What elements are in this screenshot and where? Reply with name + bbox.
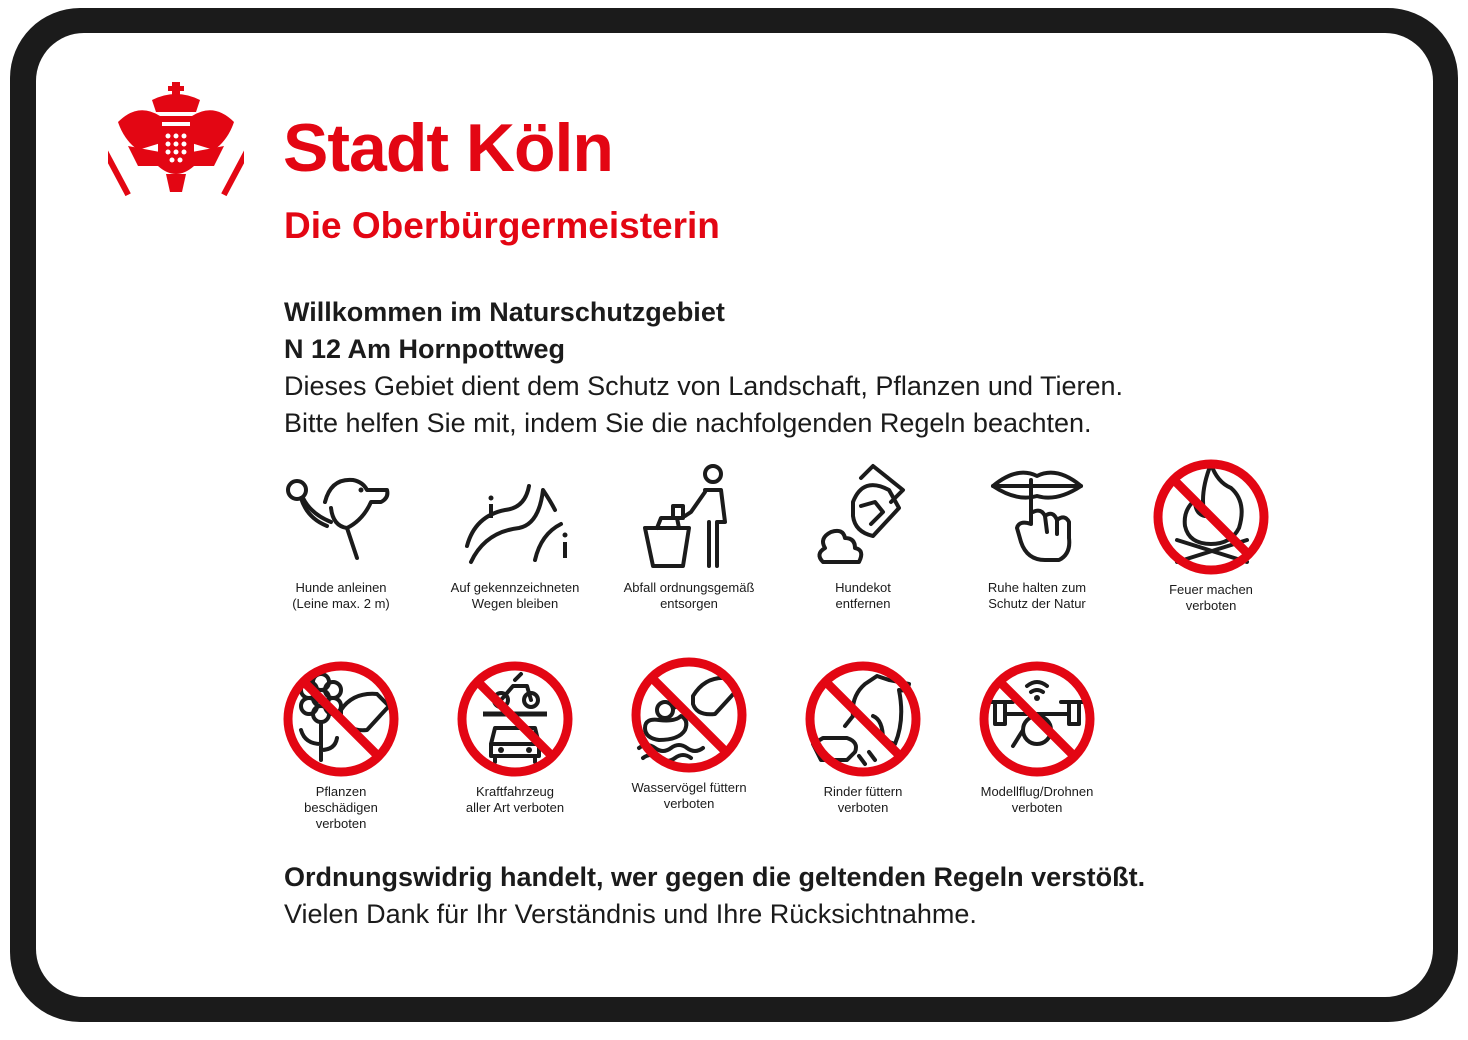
rule-item <box>777 660 949 816</box>
dispose-litter-icon <box>629 462 749 574</box>
rule-caption: Auf gekennzeichneten Wegen bleiben <box>450 580 580 611</box>
dog-leash-icon <box>281 462 401 574</box>
rule-caption: Hundekot entfernen <box>835 580 891 611</box>
rule-item <box>951 660 1123 816</box>
rule-caption: Wasservögel füttern verboten <box>631 780 747 811</box>
rule-item <box>255 462 427 612</box>
rule-caption: Abfall ordnungsgemäß entsorgen <box>623 580 755 611</box>
quiet-icon <box>977 462 1097 574</box>
rule-caption: Pflanzen beschädigen verboten <box>304 784 378 831</box>
intro-area-name: N 12 Am Hornpottweg <box>284 334 566 364</box>
rule-item <box>951 462 1123 612</box>
no-feeding-waterfowl-icon <box>629 656 749 774</box>
rule-item <box>603 462 775 612</box>
rule-caption: Hunde anleinen (Leine max. 2 m) <box>292 580 390 611</box>
stay-on-paths-icon <box>455 462 575 574</box>
no-drones-icon <box>977 660 1097 778</box>
rule-item <box>255 660 427 832</box>
no-motor-vehicles-icon <box>455 660 575 778</box>
rule-caption: Rinder füttern verboten <box>823 784 903 815</box>
rule-item <box>603 656 775 812</box>
no-fire-icon <box>1151 458 1271 576</box>
rule-item <box>1125 458 1297 614</box>
intro-welcome: Willkommen im Naturschutzgebiet <box>284 297 725 327</box>
no-plant-damage-icon <box>281 660 401 778</box>
intro-request: Bitte helfen Sie mit, indem Sie die nachfolgenden Regeln beachten. <box>284 408 1092 438</box>
rule-caption: Kraftfahrzeug aller Art verboten <box>465 784 565 815</box>
rule-item <box>429 660 601 816</box>
dog-waste-icon <box>803 462 923 574</box>
rule-caption: Feuer machen verboten <box>1169 582 1253 613</box>
rule-caption: Modellflug/Drohnen verboten <box>980 784 1094 815</box>
rule-item <box>429 462 601 612</box>
footer-warning: Ordnungswidrig handelt, wer gegen die geltenden Regeln verstößt. <box>284 862 1146 892</box>
brand-title: Stadt Köln <box>283 110 613 186</box>
intro-purpose: Dieses Gebiet dient dem Schutz von Landschaft, Pflanzen und Tieren. <box>284 371 1124 401</box>
rule-caption: Ruhe halten zum Schutz der Natur <box>987 580 1087 611</box>
footer-thanks: Vielen Dank für Ihr Verständnis und Ihre Rücksichtnahme. <box>284 899 977 929</box>
intro-text <box>284 294 1384 442</box>
footer-text <box>284 859 1145 933</box>
cologne-coat-of-arms-icon <box>108 82 244 204</box>
brand-subtitle: Die Oberbürgermeisterin <box>284 205 720 246</box>
rule-item <box>777 462 949 612</box>
no-feeding-cattle-icon <box>803 660 923 778</box>
